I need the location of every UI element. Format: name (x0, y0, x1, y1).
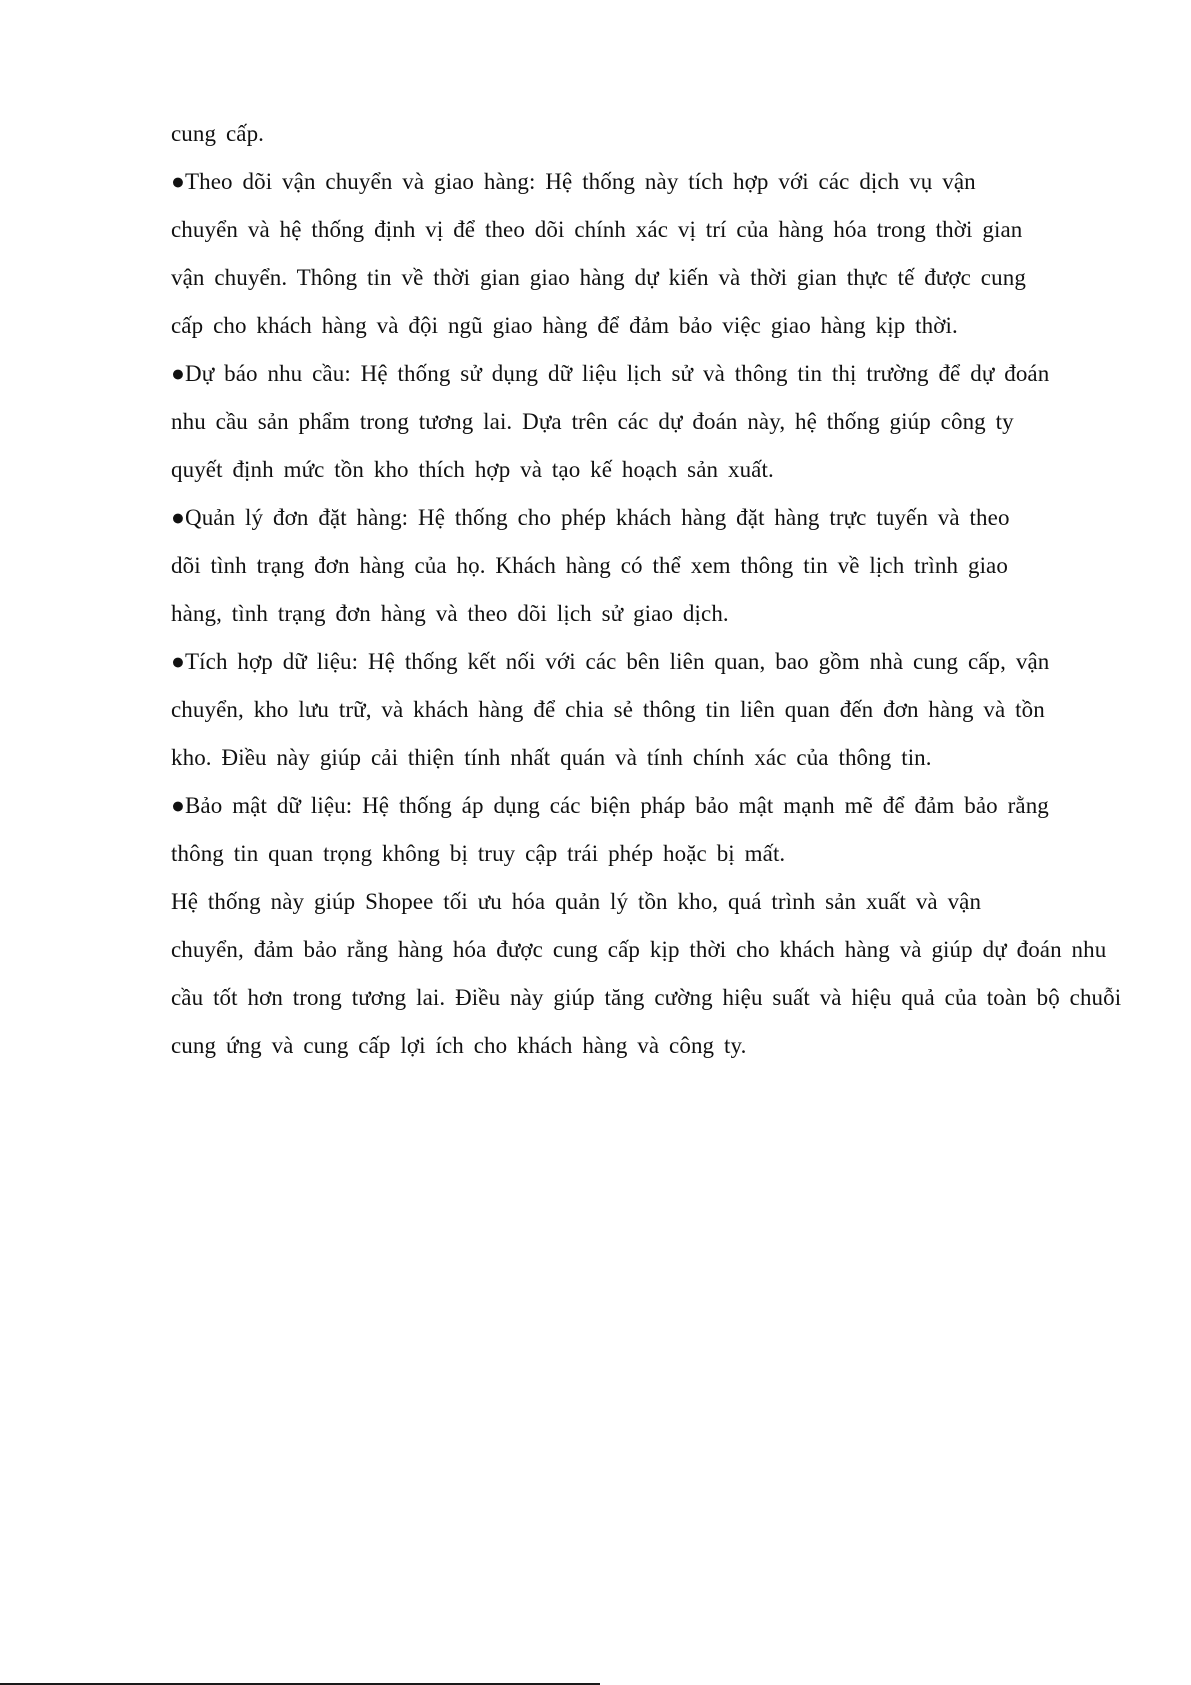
bullet-line-data-security: ●Bảo mật dữ liệu: Hệ thống áp dụng các biện pháp bảo mật mạnh mẽ để đảm bảo rằng (171, 793, 1049, 818)
text-line: dõi tình trạng đơn hàng của họ. Khách hàng có thể xem thông tin về lịch trình giao (171, 553, 1008, 578)
text-line: cung cấp. (171, 121, 265, 146)
text-line: nhu cầu sản phẩm trong tương lai. Dựa trên các dự đoán này, hệ thống giúp công ty (171, 409, 1014, 434)
document-body (171, 110, 1171, 1070)
summary-line: cung ứng và cung cấp lợi ích cho khách hàng và công ty. (171, 1033, 747, 1058)
text-line: kho. Điều này giúp cải thiện tính nhất quán và tính chính xác của thông tin. (171, 745, 932, 770)
text-line: cấp cho khách hàng và đội ngũ giao hàng để đảm bảo việc giao hàng kịp thời. (171, 313, 958, 338)
summary-line: cầu tốt hơn trong tương lai. Điều này giúp tăng cường hiệu suất và hiệu quả của toàn bộ chuỗi (171, 985, 1122, 1010)
bullet-line-shipping-tracking: ●Theo dõi vận chuyển và giao hàng: Hệ thống này tích hợp với các dịch vụ vận (171, 169, 976, 194)
bullet-line-demand-forecast: ●Dự báo nhu cầu: Hệ thống sử dụng dữ liệu lịch sử và thông tin thị trường để dự đoán (171, 361, 1050, 386)
bullet-line-data-integration: ●Tích hợp dữ liệu: Hệ thống kết nối với các bên liên quan, bao gồm nhà cung cấp, vận (171, 649, 1050, 674)
text-line: vận chuyển. Thông tin về thời gian giao hàng dự kiến và thời gian thực tế được cung (171, 265, 1026, 290)
summary-line: Hệ thống này giúp Shopee tối ưu hóa quản lý tồn kho, quá trình sản xuất và vận (171, 889, 982, 914)
text-line: quyết định mức tồn kho thích hợp và tạo kế hoạch sản xuất. (171, 457, 774, 482)
summary-line: chuyển, đảm bảo rằng hàng hóa được cung cấp kịp thời cho khách hàng và giúp dự đoán nhu (171, 937, 1107, 962)
text-line: hàng, tình trạng đơn hàng và theo dõi lịch sử giao dịch. (171, 601, 729, 626)
text-line: chuyển và hệ thống định vị để theo dõi chính xác vị trí của hàng hóa trong thời gian (171, 217, 1023, 242)
text-line: chuyển, kho lưu trữ, và khách hàng để chia sẻ thông tin liên quan đến đơn hàng và tồn (171, 697, 1045, 722)
bullet-line-order-management: ●Quản lý đơn đặt hàng: Hệ thống cho phép khách hàng đặt hàng trực tuyến và theo (171, 505, 1010, 530)
text-line: thông tin quan trọng không bị truy cập trái phép hoặc bị mất. (171, 841, 786, 866)
